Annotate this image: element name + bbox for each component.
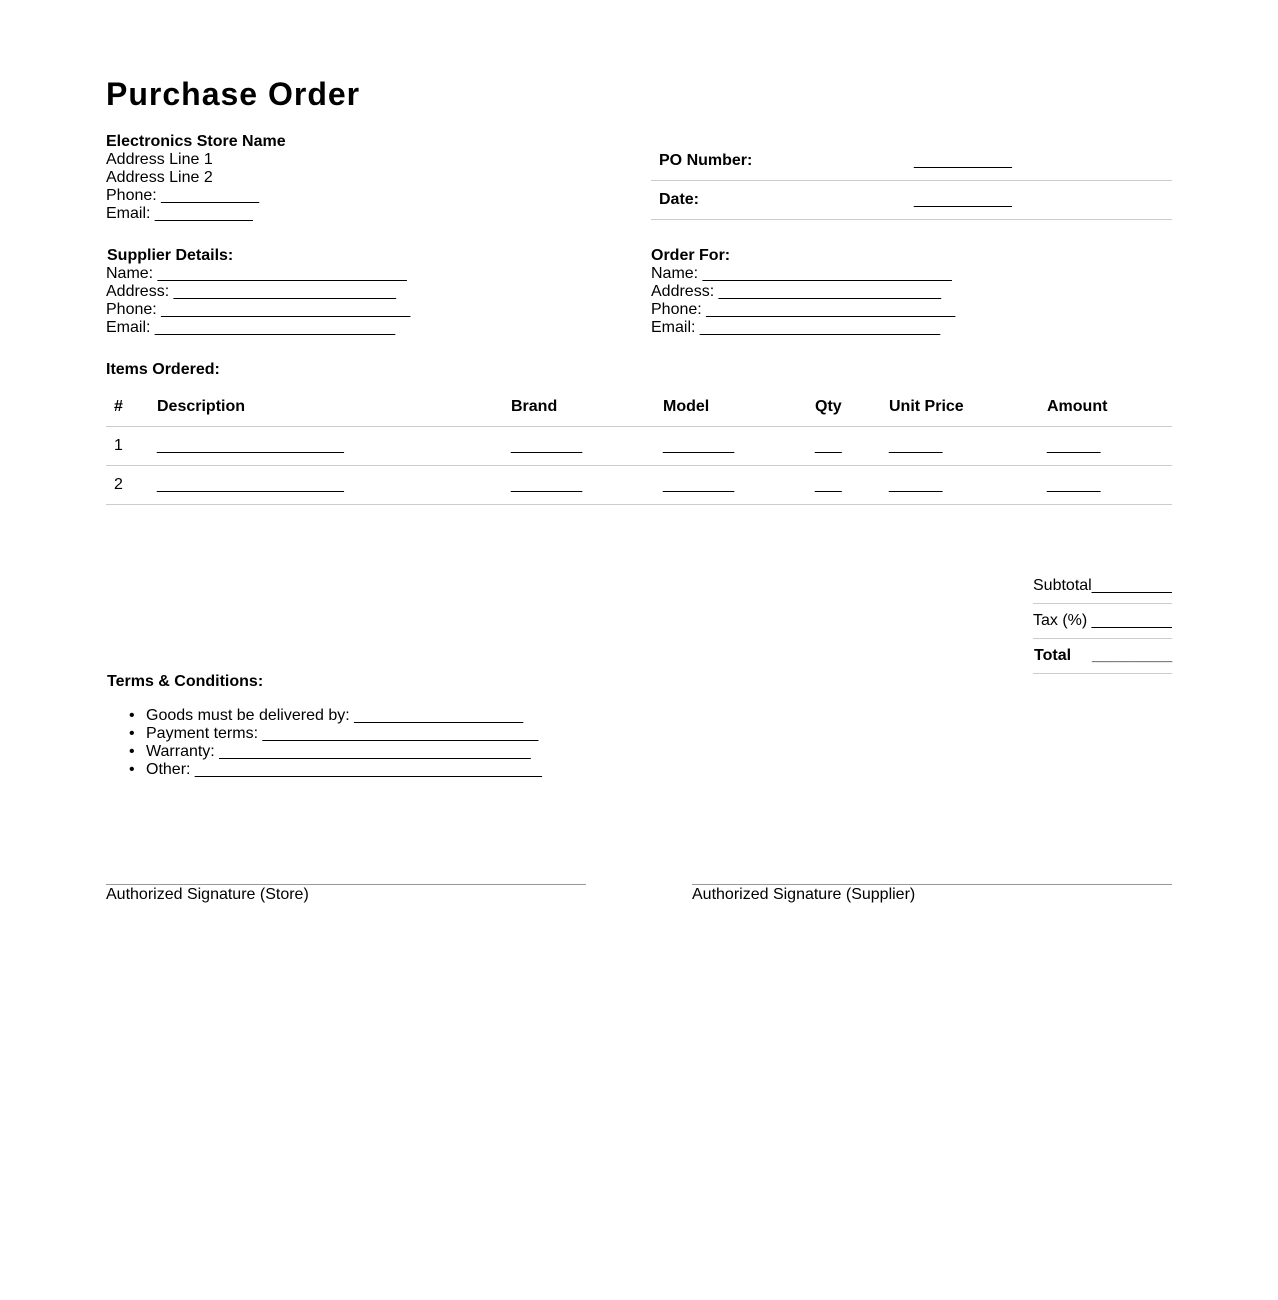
terms-item-delivery[interactable]: • Goods must be delivered by: ___________________ [146,707,542,725]
column-header-brand: Brand [511,398,558,415]
brand-field[interactable]: ________ [511,437,583,454]
order-for-heading: Order For: [651,247,731,264]
subtotal-field[interactable]: Subtotal_________ [1033,577,1172,594]
supplier-signature-label: Authorized Signature (Supplier) [692,886,916,903]
row-number: 1 [114,437,123,454]
supplier-details [106,247,410,337]
tax-field[interactable]: Tax (%) _________ [1033,612,1172,629]
qty-field[interactable]: ___ [815,437,842,454]
po-number-row [651,142,1172,181]
store-address-line-2: Address Line 2 [106,169,213,186]
total-row [1033,639,1172,674]
supplier-signature-line[interactable] [692,884,1172,904]
column-header-model: Model [663,398,710,415]
brand-field[interactable]: ________ [511,476,583,493]
amount-field[interactable]: ______ [1047,476,1101,493]
items-header-row [106,388,1172,427]
items-heading: Items Ordered: [106,361,220,378]
store-info [106,133,286,223]
page-title: Purchase Order [106,76,361,112]
subtotal-row [1033,569,1172,604]
po-number-label: PO Number: [659,152,753,169]
description-field[interactable]: _____________________ [157,437,344,454]
date-field[interactable]: ___________ [914,191,1012,208]
qty-field[interactable]: ___ [815,476,842,493]
unit-price-field[interactable]: ______ [889,476,943,493]
store-address-line-1: Address Line 1 [106,151,213,168]
supplier-phone-field[interactable]: Phone: ____________________________ [106,301,411,318]
store-email: Email: ___________ [106,205,253,222]
terms-item-warranty[interactable]: • Warranty: ___________________________________ [146,743,542,761]
supplier-address-field[interactable]: Address: _________________________ [106,283,397,300]
terms-list [146,707,542,779]
table-row [106,427,1172,466]
po-number-field[interactable]: ___________ [914,152,1012,169]
po-info-table [651,142,1172,220]
model-field[interactable]: ________ [663,437,735,454]
total-field[interactable]: _________ [1092,647,1173,664]
order-for-address-field[interactable]: Address: _________________________ [651,283,942,300]
terms-heading: Terms & Conditions: [107,673,264,690]
column-header-unit-price: Unit Price [889,398,964,415]
supplier-email-field[interactable]: Email: ___________________________ [106,319,396,336]
unit-price-field[interactable]: ______ [889,437,943,454]
totals-table [1033,569,1172,674]
store-signature-line[interactable] [106,884,586,904]
store-signature-label: Authorized Signature (Store) [106,886,309,903]
column-header-number: # [114,398,123,415]
description-field[interactable]: _____________________ [157,476,344,493]
items-table [106,388,1172,505]
order-for-phone-field[interactable]: Phone: ____________________________ [651,301,956,318]
order-for-details [651,247,955,337]
date-label: Date: [659,191,700,208]
column-header-qty: Qty [815,398,842,415]
row-number: 2 [114,476,123,493]
order-for-name-field[interactable]: Name: ____________________________ [651,265,952,282]
column-header-description: Description [157,398,246,415]
store-name: Electronics Store Name [106,133,286,150]
terms-item-payment[interactable]: • Payment terms: _______________________________ [146,725,542,743]
order-for-email-field[interactable]: Email: ___________________________ [651,319,941,336]
terms-item-other[interactable]: • Other: _______________________________________ [146,761,542,779]
store-phone: Phone: ___________ [106,187,260,204]
total-label: Total [1034,647,1072,664]
table-row [106,466,1172,505]
column-header-amount: Amount [1047,398,1108,415]
date-row [651,181,1172,220]
amount-field[interactable]: ______ [1047,437,1101,454]
supplier-heading: Supplier Details: [107,247,234,264]
model-field[interactable]: ________ [663,476,735,493]
tax-row [1033,604,1172,639]
supplier-name-field[interactable]: Name: ____________________________ [106,265,407,282]
